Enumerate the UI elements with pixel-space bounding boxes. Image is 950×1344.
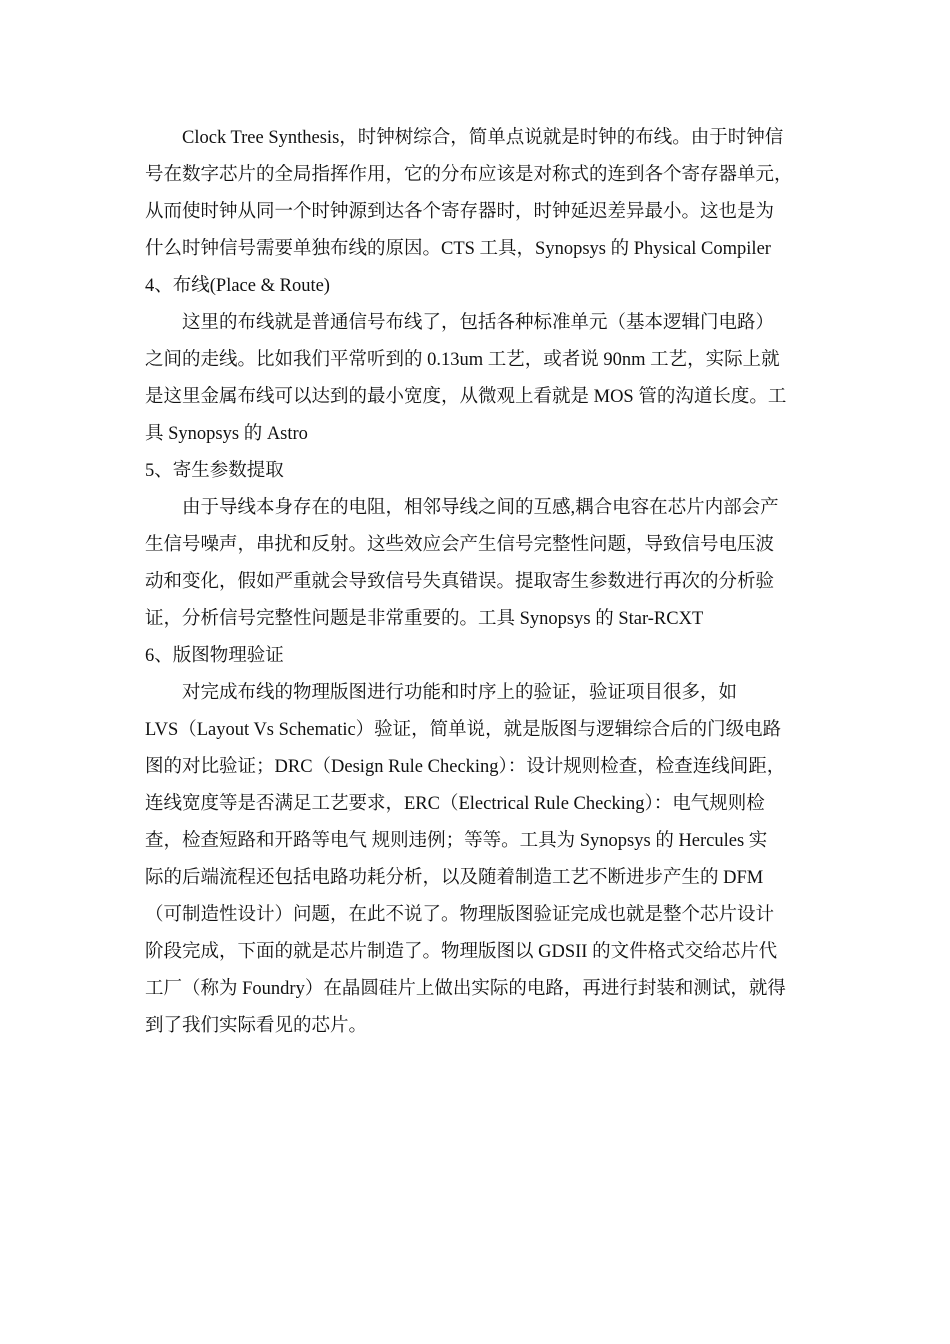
paragraph-cts-line: Clock Tree Synthesis，时钟树综合，简单点说就是时钟的布线。由于时钟信: [182, 128, 784, 148]
paragraph-verification-line: 图的对比验证；DRC（Design Rule Checking）：设计规则检查，检查连线间距，: [145, 757, 786, 777]
paragraph-verification-line: 对完成布线的物理版图进行功能和时序上的验证，验证项目很多，如: [182, 683, 738, 703]
paragraph-cts-line: 什么时钟信号需要单独布线的原因。CTS 工具，Synopsys 的 Physical Compiler: [145, 239, 771, 259]
paragraph-routing-line: 是这里金属布线可以达到的最小宽度，从微观上看就是 MOS 管的沟道长度。工: [145, 387, 787, 407]
paragraph-verification-line: 连线宽度等是否满足工艺要求，ERC（Electrical Rule Checking）：电气规则检: [145, 794, 765, 814]
paragraph-routing-line: 这里的布线就是普通信号布线了，包括各种标准单元（基本逻辑门电路）: [182, 313, 775, 333]
paragraph-verification-line: （可制造性设计）问题，在此不说了。物理版图验证完成也就是整个芯片设计: [145, 905, 775, 925]
section-heading-parasitic-extraction: 5、寄生参数提取: [145, 461, 284, 481]
paragraph-verification-line: 查，检查短路和开路等电气 规则违例；等等。工具为 Synopsys 的 Hercules 实: [145, 831, 768, 851]
paragraph-verification-line: 际的后端流程还包括电路功耗分析，以及随着制造工艺不断进步产生的 DFM: [145, 868, 764, 888]
paragraph-parasitic-line: 由于导线本身存在的电阻，相邻导线之间的互感,耦合电容在芯片内部会产: [182, 498, 779, 518]
section-heading-place-route: 4、布线(Place & Route): [145, 276, 330, 296]
paragraph-routing-line: 具 Synopsys 的 Astro: [145, 424, 308, 444]
paragraph-verification-line: 阶段完成，下面的就是芯片制造了。物理版图以 GDSII 的文件格式交给芯片代: [145, 942, 778, 962]
paragraph-verification-line: 工厂（称为 Foundry）在晶圆硅片上做出实际的电路，再进行封装和测试，就得: [145, 979, 786, 999]
section-heading-physical-verification: 6、版图物理验证: [145, 646, 284, 666]
paragraph-parasitic-line: 证，分析信号完整性问题是非常重要的。工具 Synopsys 的 Star-RCXT: [145, 609, 704, 629]
paragraph-verification-line: 到了我们实际看见的芯片。: [145, 1016, 368, 1036]
paragraph-verification-line: LVS（Layout Vs Schematic）验证，简单说，就是版图与逻辑综合后的门级电路: [145, 720, 782, 740]
paragraph-cts-line: 从而使时钟从同一个时钟源到达各个寄存器时，时钟延迟差异最小。这也是为: [145, 202, 775, 222]
paragraph-routing-line: 之间的走线。比如我们平常听到的 0.13um 工艺，或者说 90nm 工艺，实际上就: [145, 350, 780, 370]
paragraph-parasitic-line: 生信号噪声，串扰和反射。这些效应会产生信号完整性问题，导致信号电压波: [145, 535, 775, 555]
paragraph-parasitic-line: 动和变化，假如严重就会导致信号失真错误。提取寄生参数进行再次的分析验: [145, 572, 775, 592]
paragraph-cts-line: 号在数字芯片的全局指挥作用，它的分布应该是对称式的连到各个寄存器单元，: [145, 165, 793, 185]
